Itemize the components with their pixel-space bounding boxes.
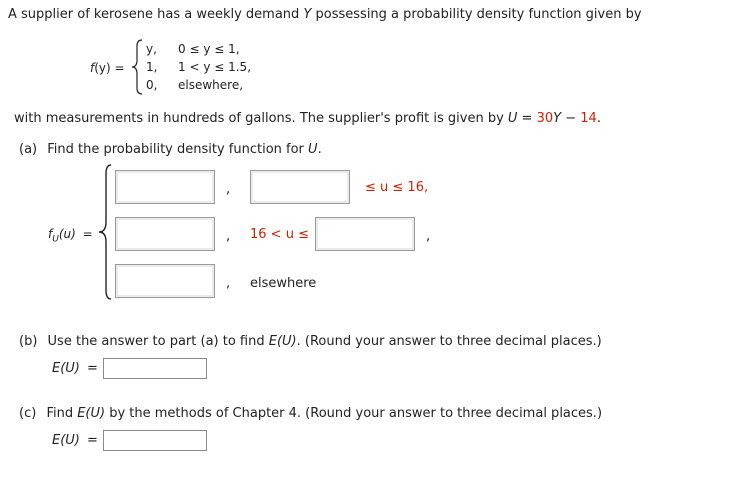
intro-text-2: possessing a probability density function given by — [311, 7, 642, 22]
part-c-text: Find — [46, 406, 78, 421]
row2-comma: , — [226, 229, 231, 244]
row1-condition: ≤ u ≤ 16, — [365, 180, 429, 195]
part-a-question — [19, 142, 322, 157]
measure-text: with measurements in hundreds of gallons. The supplier's profit is given by — [14, 111, 508, 126]
fu-sub: U — [52, 234, 59, 245]
problem-intro — [8, 7, 642, 22]
part-c-question — [19, 406, 602, 421]
fu-arg: (u) — [58, 227, 76, 241]
pdf-row3-expression-input[interactable] — [115, 264, 215, 298]
case-3-value: 0, — [146, 78, 158, 92]
part-b-eq: = — [87, 361, 98, 376]
part-c-text-2: by the methods of Chapter 4. (Round your answer to three decimal places.) — [105, 406, 603, 421]
expected-value-c-input[interactable] — [103, 430, 207, 451]
var-y: Y — [303, 7, 312, 22]
part-b-eu: E(U) — [52, 361, 80, 376]
part-b-text-2: . (Round your answer to three decimal places.) — [296, 334, 602, 349]
part-c-eu: E(U) — [52, 433, 80, 448]
case-2-value: 1, — [146, 60, 158, 74]
measure-minus: − — [561, 111, 581, 126]
part-c-eq: = — [87, 433, 98, 448]
case-1-value: y, — [146, 42, 157, 56]
part-a-end: . — [317, 142, 322, 157]
row3-comma: , — [226, 276, 231, 291]
case-1-condition: 0 ≤ y ≤ 1, — [178, 42, 240, 56]
case-3-condition: elsewhere, — [178, 78, 244, 92]
part-b-question — [19, 334, 602, 349]
row2-condition: 16 < u ≤ — [250, 227, 309, 242]
part-b-text: Use the answer to part (a) to find — [47, 334, 269, 349]
part-c-label: (c) — [19, 406, 37, 421]
part-a-label: (a) — [19, 142, 38, 157]
profit-constant: 14 — [580, 111, 597, 126]
var-y-2: Y — [553, 111, 562, 126]
expected-value-b-input[interactable] — [103, 358, 207, 379]
profit-coefficient: 30 — [536, 111, 554, 126]
fu-lhs — [48, 227, 93, 244]
given-arg: (y) = — [94, 61, 125, 75]
var-u: U — [507, 111, 518, 126]
measure-end: . — [596, 111, 601, 126]
part-c-expr: E(U) — [77, 406, 106, 421]
case-2-condition: 1 < y ≤ 1.5, — [178, 60, 252, 74]
fu-eq: = — [82, 227, 93, 241]
measure-eq: = — [517, 111, 537, 126]
pdf-row2-expression-input[interactable] — [115, 217, 215, 251]
pdf-row1-expression-input[interactable] — [115, 170, 215, 204]
part-b-expr: E(U) — [268, 334, 297, 349]
pdf-row2-upper-bound-input[interactable] — [315, 217, 415, 251]
given-pdf-lhs — [90, 61, 125, 75]
part-a-text: Find the probability density function for — [47, 142, 309, 157]
part-b-label: (b) — [19, 334, 38, 349]
row1-comma: , — [226, 182, 231, 197]
part-c-answer-label — [52, 433, 98, 448]
row2-trailing-comma: , — [426, 229, 431, 244]
row3-condition: elsewhere — [250, 276, 317, 291]
given-f: f — [90, 61, 95, 75]
pdf-row1-lower-bound-input[interactable] — [250, 170, 350, 204]
answer-brace-icon — [96, 162, 114, 302]
var-u-2: U — [308, 142, 318, 157]
intro-text: A supplier of kerosene has a weekly demand — [8, 7, 304, 22]
fu-f: f — [48, 227, 53, 241]
measurement-sentence — [14, 111, 601, 126]
given-brace-icon — [130, 38, 144, 96]
part-b-answer-label — [52, 361, 98, 376]
